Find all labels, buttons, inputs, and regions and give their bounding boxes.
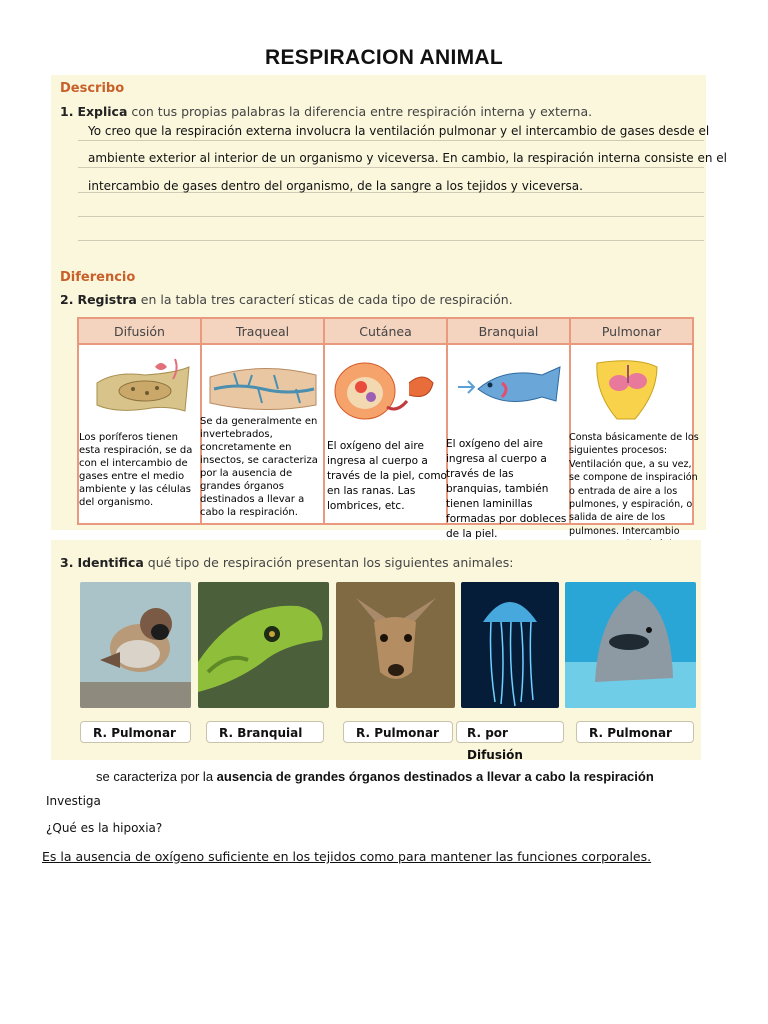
frog-worm-illustration-icon	[331, 353, 441, 425]
note-bold: ausencia de grandes órganos destinados a llevar a cabo la respiración	[216, 769, 654, 784]
note-line	[96, 769, 654, 784]
answer-label-sparrow: R. Pulmonar	[80, 721, 191, 743]
answer-text-line-1: Yo creo que la respiración externa involucra la ventilación pulmonar y el intercambio de gases desde el	[88, 124, 710, 138]
table-header: Traqueal	[201, 318, 324, 344]
answer-line	[78, 216, 704, 217]
table-cell-pulmonar	[569, 344, 699, 537]
question-text: con tus propias palabras la diferencia entre respiración interna y externa.	[127, 104, 593, 119]
table-cell-difusion	[78, 344, 201, 524]
question-number: 3.	[60, 555, 74, 570]
cell-text: Se da generalmente en invertebrados, concretamente en insectos, se caracteriza por la ausencia de grandes órganos destinados a llevar a cabo la respiración.	[200, 416, 318, 518]
question-number: 2.	[60, 292, 74, 307]
answer-label-jellyfish: R. por Difusión	[456, 721, 564, 743]
table-cell-traqueal	[201, 344, 324, 524]
sparrow-photo-icon	[80, 582, 191, 708]
section-heading-describo: Describo	[60, 81, 125, 96]
answer-label-iguana: R. Branquial	[206, 721, 324, 743]
jellyfish-photo-icon	[461, 582, 559, 708]
dolphin-photo-icon	[565, 582, 696, 708]
table-header: Pulmonar	[570, 318, 693, 344]
table-cell-cutanea	[324, 344, 447, 524]
question-verb: Explica	[77, 104, 128, 119]
question-verb: Identifica	[77, 555, 144, 570]
question-text: qué tipo de respiración presentan los siguientes animales:	[143, 555, 514, 570]
answer-text-line-3: intercambio de gases dentro del organismo, de la sangre a los tejidos y viceversa.	[88, 179, 583, 193]
answer-label-deer: R. Pulmonar	[343, 721, 453, 743]
note-prefix: se caracteriza por la	[96, 769, 217, 784]
cell-text: Consta básicamente de los siguientes procesos: Ventilación que, a su vez, se compone de inspiración o entrada de aire a los pulmones, y espiración, o salida de aire de los pulmones. Intercambio	[569, 432, 699, 537]
deer-photo-icon	[336, 582, 455, 708]
answer-line	[78, 167, 704, 168]
table-header: Difusión	[78, 318, 201, 344]
question-number: 1.	[60, 104, 74, 119]
question-text: en la tabla tres caracterí sticas de cada tipo de respiración.	[136, 292, 513, 307]
respiration-table	[77, 317, 699, 540]
cell-text: El oxígeno del aire ingresa al cuerpo a través de la piel, como en las ranas. Las lombrices, etc.	[327, 440, 447, 512]
page-title: RESPIRACION ANIMAL	[265, 46, 503, 69]
table-cell-branquial	[446, 344, 570, 540]
sponge-illustration-icon	[85, 353, 195, 425]
hipoxia-question: ¿Qué es la hipoxia?	[46, 821, 163, 835]
table-header: Branquial	[447, 318, 570, 344]
cell-text: El oxígeno del aire ingresa al cuerpo a través de las branquias, también tienen laminillas formadas por dobleces de la piel.	[446, 438, 567, 540]
answer-label-dolphin: R. Pulmonar	[576, 721, 694, 743]
answer-line	[78, 140, 704, 141]
table-header: Cutánea	[324, 318, 447, 344]
question-2	[60, 292, 513, 307]
lungs-illustration-icon	[577, 353, 687, 425]
question-1	[60, 104, 592, 119]
iguana-photo-icon	[198, 582, 329, 708]
question-verb: Registra	[77, 292, 137, 307]
answer-text-line-2: ambiente exterior al interior de un organismo y viceversa. En cambio, la respiración interna consiste en el	[88, 151, 728, 165]
fish-gills-illustration-icon	[454, 353, 564, 425]
question-3	[60, 555, 513, 570]
answer-line	[78, 240, 704, 241]
investiga-heading: Investiga	[46, 794, 101, 808]
cell-text: Los poríferos tienen esta respiración, se da con el intercambio de gases entre el medio ambiente y las células del organismo.	[79, 432, 193, 508]
hipoxia-answer: Es la ausencia de oxígeno suficiente en los tejidos como para mantener las funciones corporales.	[42, 849, 652, 864]
section-heading-diferencio: Diferencio	[60, 270, 136, 285]
